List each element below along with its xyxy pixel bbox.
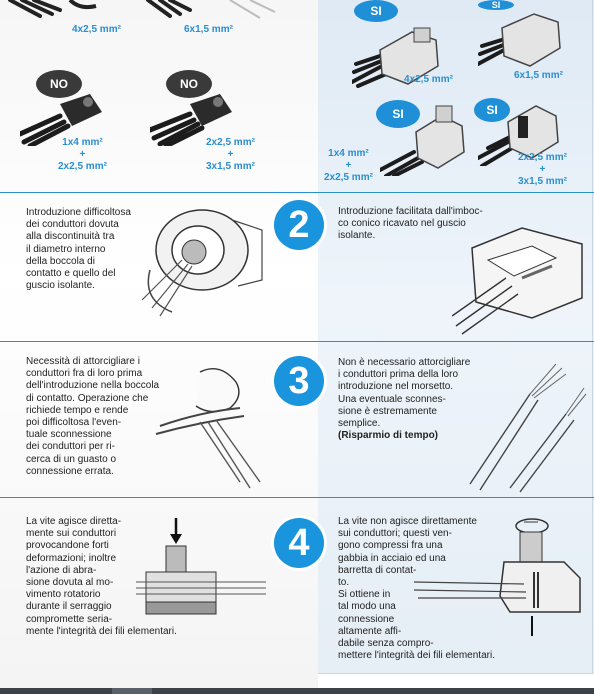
footer-bar-accent [112, 688, 152, 694]
section-divider [0, 341, 594, 342]
screw-on-wires-illustration [136, 518, 272, 636]
section-3-left-text: Necessità di attorcigliare i conduttori fra di loro prima dell'introduzione nella boccola di contatto. Operazione che richiede tempo e rende poi difficoltosa l'even- tuale sconnessione dei conduttori per ri- cerca di un guasto o connessione errata. [26, 356, 160, 477]
size-label-4x2.5: 4x2,5 mm² [72, 24, 121, 35]
section-3-right-text: Non è necessario attorcigliare i conduttori prima della loro introduzione nel morsetto. Una eventuale sconnes- sione è estremamente semplice. (Risparmio di tempo) [338, 357, 471, 442]
section-4-right-text: La vite non agisce direttamente sui conduttori; questi ven- gono compressi fra una gabbia in acciaio ed una barretta di contat- to. Si ottiene in tal modo una connessione altamente affi- dabile senza compro- mettere l'integrità dei fili elementari. [338, 516, 495, 662]
cage-clamp-illustration [414, 512, 590, 638]
si-badge: SI [376, 100, 420, 128]
si-badge: SI [478, 0, 514, 10]
si-badge: SI [354, 0, 398, 22]
twisting-wires-illustration [140, 352, 270, 492]
guscio-conico-illustration [452, 218, 588, 336]
connector-si-illustration-2 [478, 8, 578, 74]
size-label-6x1.5: 6x1,5 mm² [514, 70, 563, 81]
section-number-3: 3 [274, 356, 324, 406]
size-label-2x2.5: 2x2,5 mm² + 3x1,5 mm² [206, 137, 255, 172]
si-badge: SI [474, 98, 510, 122]
size-label-6x1.5: 6x1,5 mm² [184, 24, 233, 35]
size-label-1x4: 1x4 mm² + 2x2,5 mm² [58, 137, 107, 172]
section-number-2: 2 [274, 200, 324, 250]
connector-si-illustration-3 [380, 96, 480, 176]
section-2-left-text: Introduzione difficoltosa dei conduttori dovuta alla discontinuità tra il diametro interno della boccola di contatto e quello del guscio isolante. [26, 207, 131, 292]
size-label-2x2.5: 2x2,5 mm² + 3x1,5 mm² [518, 152, 567, 187]
section-divider [0, 192, 594, 193]
untwisted-wires-illustration [460, 354, 588, 494]
section-4-left-text: La vite agisce diretta- mente sui conduttori provocandone forti deformazioni; inoltre l'azione di abra- sione dovuta al mo- vimento rotatorio durante il serraggio compromette seria- mente l'integrità dei fili elementari. [26, 516, 177, 637]
no-badge: NO [36, 70, 82, 98]
section-2-right-text: Introduzione facilitata dall'imboc- co conico ricavato nel guscio isolante. [338, 206, 483, 242]
no-badge: NO [166, 70, 212, 98]
section-divider [0, 497, 594, 498]
boccola-illustration [132, 200, 268, 320]
section-number-4: 4 [274, 518, 324, 568]
size-label-1x4: 1x4 mm² + 2x2,5 mm² [324, 148, 373, 183]
size-label-4x2.5: 4x2,5 mm² [404, 74, 453, 85]
footer-bar [0, 688, 594, 694]
